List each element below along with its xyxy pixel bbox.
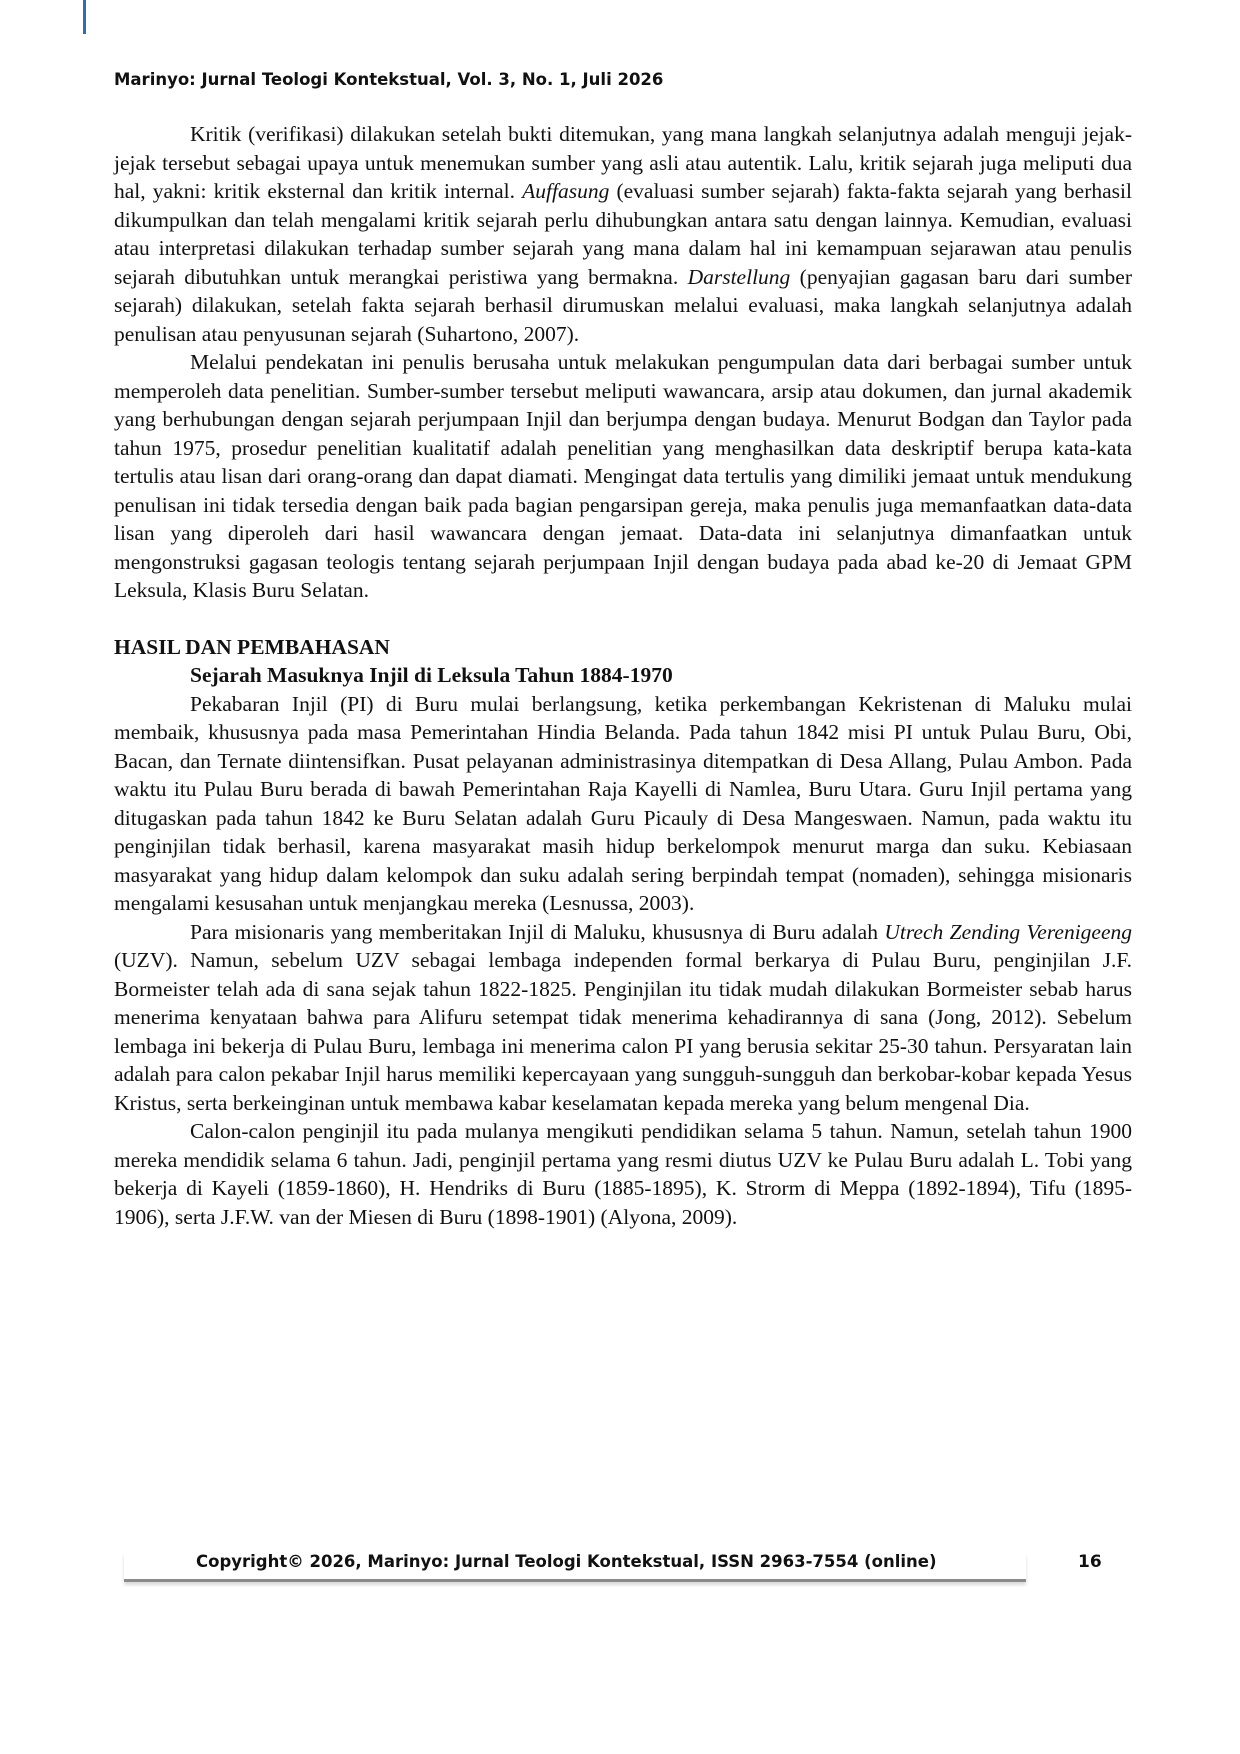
paragraph-text: Para misionaris yang memberitakan Injil di Maluku, khususnya di Buru adalah: [190, 919, 885, 944]
paragraph-calon-penginjil: Calon-calon penginjil itu pada mulanya mengikuti pendidikan selama 5 tahun. Namun, setelah tahun 1900 mereka mendidik selama 6 tahun. Jadi, penginjil pertama yang resmi diutus UZV ke Pulau Buru adalah L. Tobi yang bekerja di Kayeli (1859-1860), H. Hendriks di Buru (1885-1895), K. Strorm di Meppa (1892-1894), Tifu (1895-1906), serta J.F.W. van der Miesen di Buru (1898-1901) (Alyona, 2009).: [114, 1119, 1132, 1229]
paragraph-kritik: [114, 120, 1132, 348]
subsection-heading: Sejarah Masuknya Injil di Leksula Tahun 1884-1970: [190, 663, 673, 687]
italic-term: Darstellung: [687, 264, 791, 289]
paragraph-pekabaran: Pekabaran Injil (PI) di Buru mulai berlangsung, ketika perkembangan Kekristenan di Maluku mulai membaik, khususnya pada masa Pemerintahan Hindia Belanda. Pada tahun 1842 misi PI untuk Pulau Buru, Obi, Bacan, dan Ternate diintensifkan. Pusat pelayanan administrasinya ditempatkan di Desa Allang, Pulau Ambon. Pada waktu itu Pulau Buru berada di bawah Pemerintahan Raja Kayelli di Namlea, Buru Utara. Guru Injil pertama yang ditugaskan pada tahun 1842 ke Buru Selatan adalah Guru Picauly di Desa Mangeswaen. Namun, pada waktu itu penginjilan tidak berhasil, karena masyarakat masih hidup berkelompok menurut marga dan suku. Kebiasaan masyarakat yang hidup dalam kelompok dan suku adalah sering berpindah tempat (nomaden), sehingga misionaris mengalami kesusahan untuk menjangkau mereka (Lesnussa, 2003).: [114, 691, 1132, 915]
section-heading: HASIL DAN PEMBAHASAN: [114, 634, 390, 659]
paragraph-text: (penyajian gagasan baru dari sumber sejarah) dilakukan, setelah fakta sejarah berhasil dirumuskan melalui evaluasi, maka langkah selanjutnya adalah penulisan atau penyusunan sejarah (Suhartono, 2007).: [114, 264, 1132, 346]
paragraph-pendekatan: Melalui pendekatan ini penulis berusaha untuk melakukan pengumpulan data dari berbagai sumber untuk memperoleh data penelitian. Sumber-sumber tersebut meliputi wawancara, arsip atau dokumen, dan jurnal akademik yang berhubungan dengan sejarah perjumpaan Injil dan berjumpa dengan budaya. Menurut Bodgan dan Taylor pada tahun 1975, prosedur penelitian kualitatif adalah penelitian yang menghasilkan data deskriptif berupa kata-kata tertulis atau lisan dari orang-orang dan dapat diamati. Mengingat data tertulis yang dimiliki jemaat untuk mendukung penulisan ini tidak tersedia dengan baik pada bagian pengarsipan gereja, maka penulis juga memanfaatkan data-data lisan yang diperoleh dari hasil wawancara dengan jemaat. Data-data ini selanjutnya dimanfaatkan untuk mengonstruksi gagasan teologis tentang sejarah perjumpaan Injil dengan budaya pada abad ke-20 di Jemaat GPM Leksula, Klasis Buru Selatan.: [114, 350, 1132, 602]
article-body: [114, 120, 1132, 1231]
footer-copyright: Copyright© 2026, Marinyo: Jurnal Teologi Kontekstual, ISSN 2963-7554 (online): [196, 1552, 937, 1571]
page-number: 16: [1078, 1552, 1102, 1572]
paragraph-text: Kritik (verifikasi) dilakukan setelah bukti ditemukan, yang mana langkah selanjutnya adalah menguji jejak-jejak tersebut sebagai upaya untuk menemukan sumber yang asli atau autentik. Lalu, kritik sejarah juga meliputi dua hal, yakni: kritik eksternal dan kritik internal.: [114, 122, 1132, 203]
running-header: Marinyo: Jurnal Teologi Kontekstual, Vol. 3, No. 1, Juli 2026: [114, 70, 664, 89]
paragraph-misionaris: [114, 918, 1132, 1118]
paragraph-text: (UZV). Namun, sebelum UZV sebagai lembaga independen formal berkarya di Pulau Buru, penginjilan J.F. Bormeister telah ada di sana sejak tahun 1822-1825. Penginjilan itu tidak mudah dilakukan Bormeister sebab harus menerima kenyataan bahwa para Alifuru setempat tidak menerima kehadirannya di sana (Jong, 2012). Sebelum lembaga ini bekerja di Pulau Buru, lembaga ini menerima calon PI yang berusia sekitar 25-30 tahun. Persyaratan lain adalah para calon pekabar Injil harus memiliki kepercayaan yang sungguh-sungguh dan berkobar-kobar kepada Yesus Kristus, serta berkeinginan untuk membawa kabar keselamatan kepada mereka yang belum mengenal Dia.: [114, 948, 1132, 1115]
italic-term: Utrech Zending Verenigeeng: [884, 919, 1132, 944]
italic-term: Auffasung: [522, 179, 610, 203]
paragraph-text: (evaluasi sumber sejarah) fakta-fakta sejarah yang berhasil dikumpulkan dan telah mengalami kritik sejarah perlu dihubungkan antara satu dengan lainnya. Kemudian, evaluasi atau interpretasi dilakukan terhadap sumber sejarah yang mana dalam hal ini kemampuan sejarawan atau penulis sejarah dibutuhkan untuk merangkai peristiwa yang bermakna.: [114, 179, 1132, 289]
corner-accent-mark: [83, 0, 86, 34]
